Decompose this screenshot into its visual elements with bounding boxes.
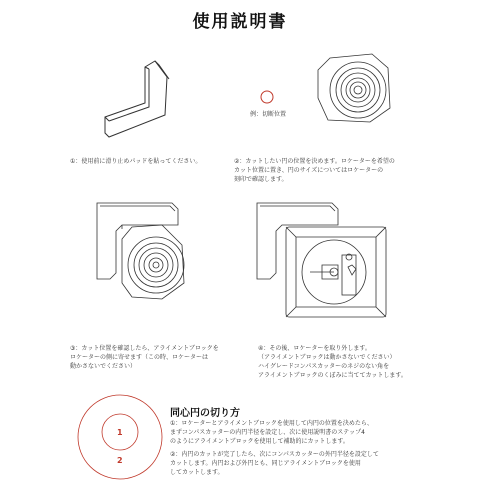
outer-circle-label: 2: [117, 456, 123, 465]
concentric-title: 同心円の切り方: [170, 408, 240, 419]
alignment-block-illustration: [92, 195, 192, 305]
concentric-para-1: ①：ロケーターとアライメントブロックを使用して内円の位置を決めたら、 まずコンパスカッターの内円半径を設定し、次に使用説明書のステップ4 のようにアライメントブロックを使用して補助的にカットします。: [170, 420, 373, 445]
example-cut-circle: [258, 88, 276, 106]
concentric-circles-diagram: [75, 392, 165, 482]
inner-circle-label: 1: [117, 428, 123, 437]
pad-illustration: [95, 55, 185, 145]
step-4-text: ④：その後、ロケーターを取り外します。 （アライメントブロックは動かさないでください） ハイグレードコンパスカッターのネジのない角を アライメントブロックのくぼみに当ててカットします。: [258, 345, 407, 379]
step-2-text: ②：カットしたい円の位置を決めます。ロケーターを希望の カット位置に置き、円のサイズについてはロケーターの 刻印で確認します。: [234, 158, 395, 183]
concentric-para-2: ②：内円のカットが完了したら、次にコンパスカッターの外円半径を設定して カットします。内円および外円とも、同じアライメントブロックを使用 してカットします。: [170, 451, 379, 476]
page-title: 使用説明書: [192, 12, 288, 32]
step-1-text: ①：使用前に滑り止めパッドを貼ってください。: [70, 158, 202, 165]
example-caption: 例：切断位置: [250, 111, 287, 118]
step-3-text: ③：カット位置を確認したら、アライメントブロックを ロケーターの側に寄せます（この時、ロケーターは 動かさないでください）: [70, 345, 219, 370]
locator-illustration: [310, 48, 400, 128]
compass-cutter-illustration: [252, 195, 392, 325]
